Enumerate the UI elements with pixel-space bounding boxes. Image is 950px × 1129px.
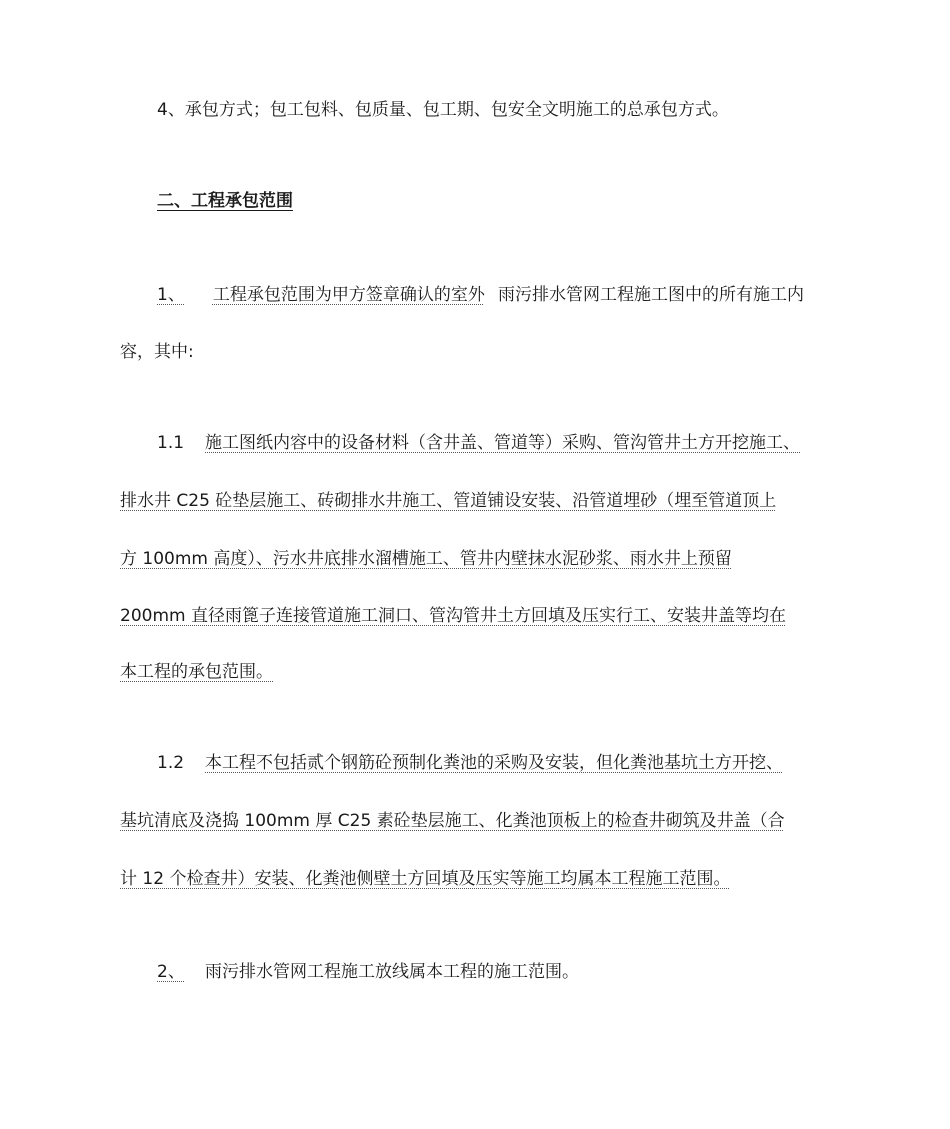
para-1-1-line-1: 施工图纸内容中的设备材料（含井盖、管道等）采购、管沟管井土方开挖施工、: [205, 433, 800, 453]
para-1-1-line-3: 方 100mm 高度）、污水井底排水溜槽施工、管井内壁抹水泥砂浆、雨水井上预留: [120, 549, 732, 569]
para-1-2-line-2: 基坑清底及浇捣 100mm 厚 C25 素砼垫层施工、化粪池顶板上的检查井砌筑及井盖（合: [120, 811, 785, 831]
para-1-number: 1、: [157, 285, 185, 305]
para-1-line-1: [157, 284, 485, 306]
para-2-number-text: 2、: [157, 962, 185, 982]
para-1-text-a: 工程承包范围为甲方签章确认的室外: [212, 285, 485, 305]
para-1-2-line-3: 计 12 个检查井）安装、化粪池侧壁土方回填及压实等施工均属本工程施工范围。: [120, 869, 731, 889]
para-2-text: 雨污排水管网工程施工放线属本工程的施工范围。: [205, 962, 579, 982]
para-1-line-2: 容，其中:: [120, 342, 194, 362]
para-1-1-line-4: 200mm 直径雨篦子连接管道施工洞口、管沟管井土方回填及压实行工、安装井盖等均在: [120, 606, 786, 626]
para-1-1-line-5: 本工程的承包范围。: [120, 662, 273, 682]
para-1-line-1-tail: 雨污排水管网工程施工图中的所有施工内: [498, 285, 804, 305]
para-1-2-number: 1.2: [157, 753, 185, 773]
para-2-number: [157, 961, 211, 983]
item-4-contract-method: 4、承包方式；包工包料、包质量、包工期、包安全文明施工的总承包方式。: [157, 100, 729, 120]
section-heading-2: 二、工程承包范围: [157, 191, 293, 211]
para-1-2-line-1: 本工程不包括贰个钢筋砼预制化粪池的采购及安装，但化粪池基坑土方开挖、: [205, 753, 783, 773]
para-1-1-number: 1.1: [157, 433, 185, 453]
para-1-1-line-2: 排水井 C25 砼垫层施工、砖砌排水井施工、管道铺设安装、沿管道埋砂（埋至管道顶上: [120, 491, 777, 511]
